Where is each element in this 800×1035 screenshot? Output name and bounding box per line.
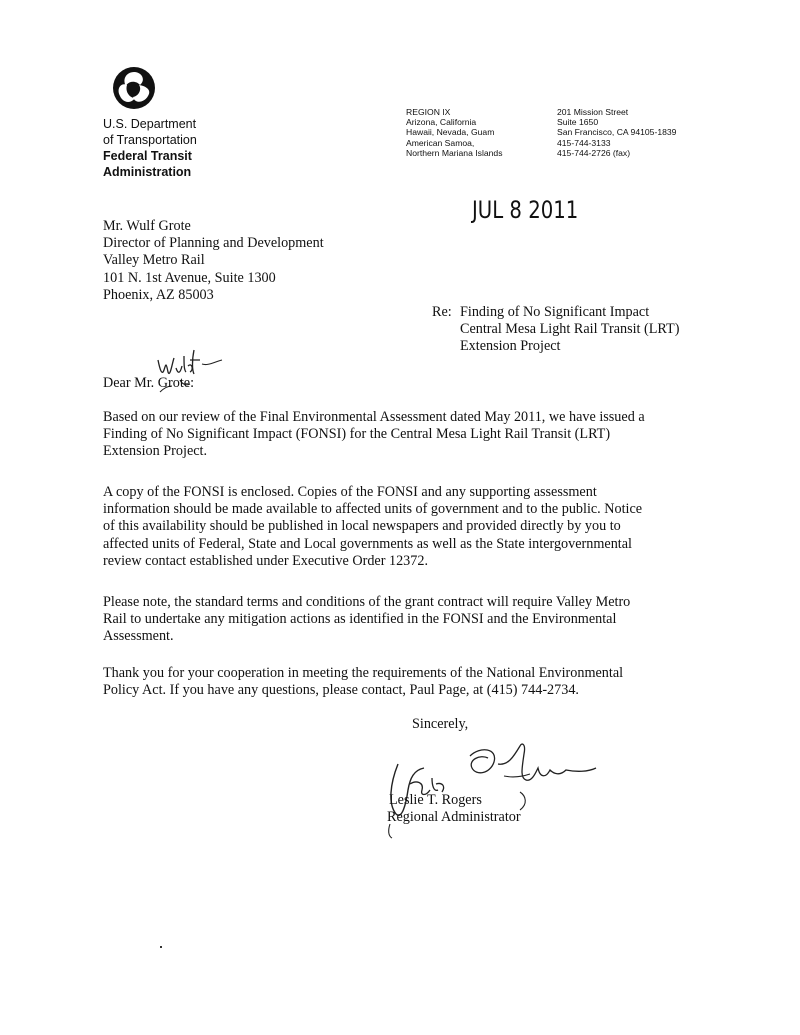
handwritten-signature	[380, 734, 600, 844]
paragraph-line: A copy of the FONSI is enclosed. Copies of the FONSI and any supporting assessment	[103, 484, 597, 500]
paragraph-line: Thank you for your cooperation in meeting the requirements of the National Environmental	[103, 665, 624, 681]
subject-line: Central Mesa Light Rail Transit (LRT)	[460, 321, 680, 338]
recipient-line: 101 N. 1st Avenue, Suite 1300	[103, 269, 276, 286]
region-line: American Samoa,	[406, 137, 475, 148]
salutation: Dear Mr. Grote:	[103, 375, 195, 391]
paragraph-line: affected units of Federal, State and Local governments as well as the State intergovernmental	[103, 535, 632, 552]
body-paragraph	[103, 409, 645, 461]
re-label: Re:	[432, 304, 452, 320]
signer-name: Leslie T. Rogers	[389, 792, 482, 808]
subject-block	[460, 304, 679, 356]
paragraph-line: Finding of No Significant Impact (FONSI) for the Central Mesa Light Rail Transit (LRT)	[103, 426, 611, 443]
region-line: Arizona, California	[406, 117, 477, 128]
paragraph-line: Please note, the standard terms and conditions of the grant contract will require Valley Metro	[103, 594, 631, 610]
stray-mark	[160, 946, 162, 948]
paragraph-line: information should be made available to affected units of government and to the public. Notice	[103, 501, 643, 518]
body-paragraph	[103, 665, 623, 699]
region-line: REGION IX	[406, 107, 451, 117]
recipient-line: Director of Planning and Development	[103, 235, 324, 252]
paragraph-line: Extension Project.	[103, 443, 208, 460]
paragraph-line: of this availability should be published in local newspapers and provided directly by you to	[103, 518, 621, 535]
agency-line: of Transportation	[103, 133, 197, 147]
paragraph-line: Rail to undertake any mitigation actions as identified in the FONSI and the Environmental	[103, 611, 617, 628]
address-line: 415-744-3133	[557, 137, 611, 148]
region-line: Hawaii, Nevada, Guam	[406, 127, 495, 138]
office-address-block	[557, 107, 676, 158]
paragraph-line: Based on our review of the Final Environmental Assessment dated May 2011, we have issued a	[103, 409, 645, 425]
date-stamp: JUL 8 2011	[472, 196, 579, 224]
agency-name	[103, 116, 197, 180]
body-paragraph	[103, 594, 630, 646]
closing: Sincerely,	[412, 716, 469, 732]
paragraph-line: Policy Act. If you have any questions, please contact, Paul Page, at (415) 744-2734.	[103, 682, 579, 699]
body-paragraph	[103, 484, 642, 570]
recipient-address	[103, 218, 324, 304]
subject-line: Finding of No Significant Impact	[460, 304, 650, 320]
agency-bold-line: Administration	[103, 165, 192, 179]
address-line: 201 Mission Street	[557, 107, 629, 117]
dot-triskelion-icon	[112, 66, 156, 110]
address-line: 415-744-2726 (fax)	[557, 147, 631, 158]
address-line: San Francisco, CA 94105-1839	[557, 127, 677, 138]
address-line: Suite 1650	[557, 117, 599, 128]
paragraph-line: review contact established under Executive Order 12372.	[103, 552, 429, 569]
recipient-line: Mr. Wulf Grote	[103, 218, 191, 234]
region-block	[406, 107, 503, 158]
subject-line: Extension Project	[460, 338, 561, 355]
signer-title: Regional Administrator	[387, 809, 521, 826]
recipient-line: Valley Metro Rail	[103, 252, 205, 269]
agency-line: U.S. Department	[103, 117, 197, 131]
recipient-line: Phoenix, AZ 85003	[103, 286, 214, 303]
agency-bold-line: Federal Transit	[103, 149, 192, 163]
paragraph-line: Assessment.	[103, 628, 174, 645]
signer-block	[387, 792, 521, 826]
region-line: Northern Mariana Islands	[406, 147, 503, 158]
